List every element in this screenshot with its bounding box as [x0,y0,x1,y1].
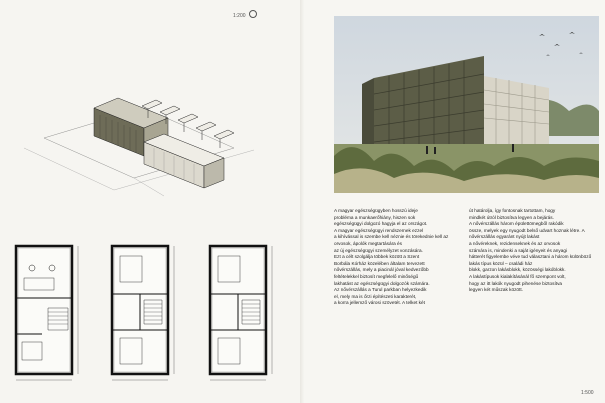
body-text-column-2 [469,208,599,294]
exterior-rendering-image [334,16,599,193]
paragraph-column-2: út határolja, így fontosnak tartottam, hogy mindkét útról biztosítva legyen a bejárás. A nővérszállás három épülettömegből rakódik össze, melyek egy nyugodt belső udvart hoznak létre. A nővérszállás egyaránt nyújt lakást a nővéreknek, rezidenseknek és az orvosok számára is, mindenki a saját igényeit és anyagi hátterét figyelembe véve tud választani a három különböző lakás típus közül – családi ház blokk, garzon lakásblokk, közösségi lakóblokk. A lakástípusok kialakításánál fő szempont volt, hogy az itt lakók nyugodt pihenése biztosítva legyen két műszak között. [469,208,592,293]
book-gutter [300,0,304,403]
scale-label-bottom: 1:500 [581,390,594,396]
axonometric-drawing [14,78,276,202]
north-arrow-icon [249,10,257,18]
floor-plans-drawing [12,238,292,388]
scale-text: 1:200 [233,13,246,19]
body-text-column-1 [334,208,462,307]
paragraph-column-1: A magyar egészségügyben hosszú ideje probléma a munkaerőhiány, hiszen sok egészségügyi dolgozó hagyja el az országot. A magyar egészségügyi rendszernek ezzel a kihívással is szembe kell néznie és törekednie kell az orvosok, ápolók megtartására és az új egészségügyi személyzet vonzására. Ezt a célt szolgálja többek között a Szent Borbála Kórház közelében általam tervezett nővérszállás, mely a piacinál jóval kedvezőbb feltételekkel biztosít megfelelő minőségű lakhatást az egészségügyi dolgozók számára. Az nővérszállás a Turul parkban helyezkedik el, mely ma is őrzi építészeti karakterét, a korra jellemző városi szövetét. A telket két [334,208,449,306]
scale-label-top [233,10,257,19]
